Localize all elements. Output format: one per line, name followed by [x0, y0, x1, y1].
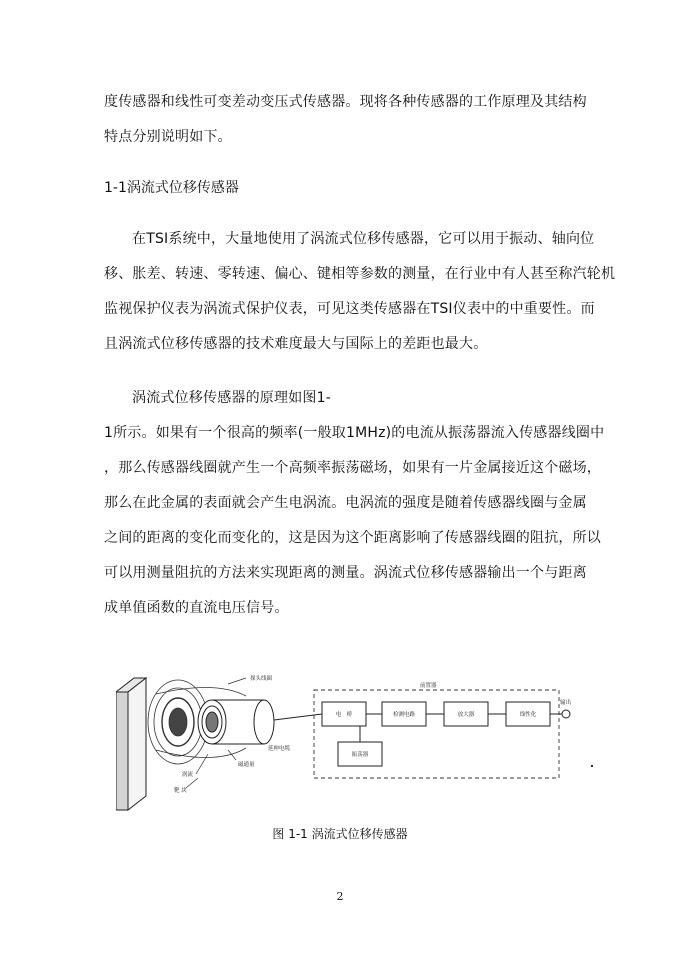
- block-linearizer: 线性化: [519, 712, 537, 718]
- paragraph-2-line-6: 可以用测量阻抗的方法来实现距离的测量。涡流式位移传感器输出一个与距离: [104, 565, 587, 581]
- paragraph-1-line-4: 且涡流式位移传感器的技术难度最大与国际上的差距也最大。: [104, 336, 488, 352]
- page-number: 2: [336, 890, 344, 903]
- label-extension-cable: 延伸电缆: [268, 746, 291, 752]
- block-oscillator: 振荡器: [351, 752, 369, 758]
- block-amplifier: 放大器: [457, 712, 475, 718]
- paragraph-1-line-1: 在TSI系统中，大量地使用了涡流式位移传感器，它可以用于振动、轴向位: [132, 231, 595, 247]
- output-terminal: [562, 710, 570, 718]
- paragraph-2-line-7: 成单值函数的直流电压信号。: [104, 600, 289, 616]
- intro-line-1: 度传感器和线性可变差动变压式传感器。现将各种传感器的工作原理及其结构: [104, 94, 587, 110]
- paragraph-2-line-4: 那么在此金属的表面就会产生电涡流。电涡流的强度是随着传感器线圈与金属: [104, 495, 587, 511]
- figure-caption: 图 1-1 涡流式位移传感器: [272, 827, 408, 841]
- page-speck: [591, 765, 593, 767]
- magnetic-flux-field: [148, 680, 246, 764]
- probe: [198, 700, 274, 744]
- label-probe-coil: 探头线圈: [250, 676, 273, 682]
- extension-cable: [274, 714, 322, 720]
- intro-line-2: 特点分别说明如下。: [104, 129, 232, 145]
- label-target: 靶 块: [174, 788, 187, 794]
- target-plate: [116, 678, 146, 810]
- label-output: 输出: [560, 700, 572, 706]
- paragraph-1-line-2: 移、胀差、转速、零转速、偏心、键相等参数的测量，在行业中有人甚至称汽轮机: [104, 266, 616, 282]
- label-eddy-current: 涡流: [182, 772, 194, 778]
- label-preamplifier: 前置器: [420, 683, 437, 689]
- paragraph-2-line-3: ，那么传感器线圈就产生一个高频率振荡磁场，如果有一片金属接近这个磁场，: [104, 460, 601, 476]
- paragraph-2-line-5: 之间的距离的变化而变化的，这是因为这个距离影响了传感器线圈的阻抗，所以: [104, 530, 601, 546]
- eddy-current-sensor-diagram: [116, 662, 602, 812]
- label-flux: 磁通量: [238, 762, 255, 768]
- paragraph-2-line-1: 涡流式位移传感器的原理如图1-: [132, 390, 331, 406]
- block-detector: 检测电路: [392, 712, 416, 718]
- paragraph-2-line-2: 1所示。如果有一个很高的频率(一般取1MHz)的电流从振荡器流入传感器线圈中: [104, 425, 605, 441]
- block-bridge: 电 桥: [335, 712, 353, 718]
- section-heading: 1-1涡流式位移传感器: [104, 180, 239, 196]
- paragraph-1-line-3: 监视保护仪表为涡流式保护仪表，可见这类传感器在TSI仪表中的中重要性。而: [104, 301, 595, 317]
